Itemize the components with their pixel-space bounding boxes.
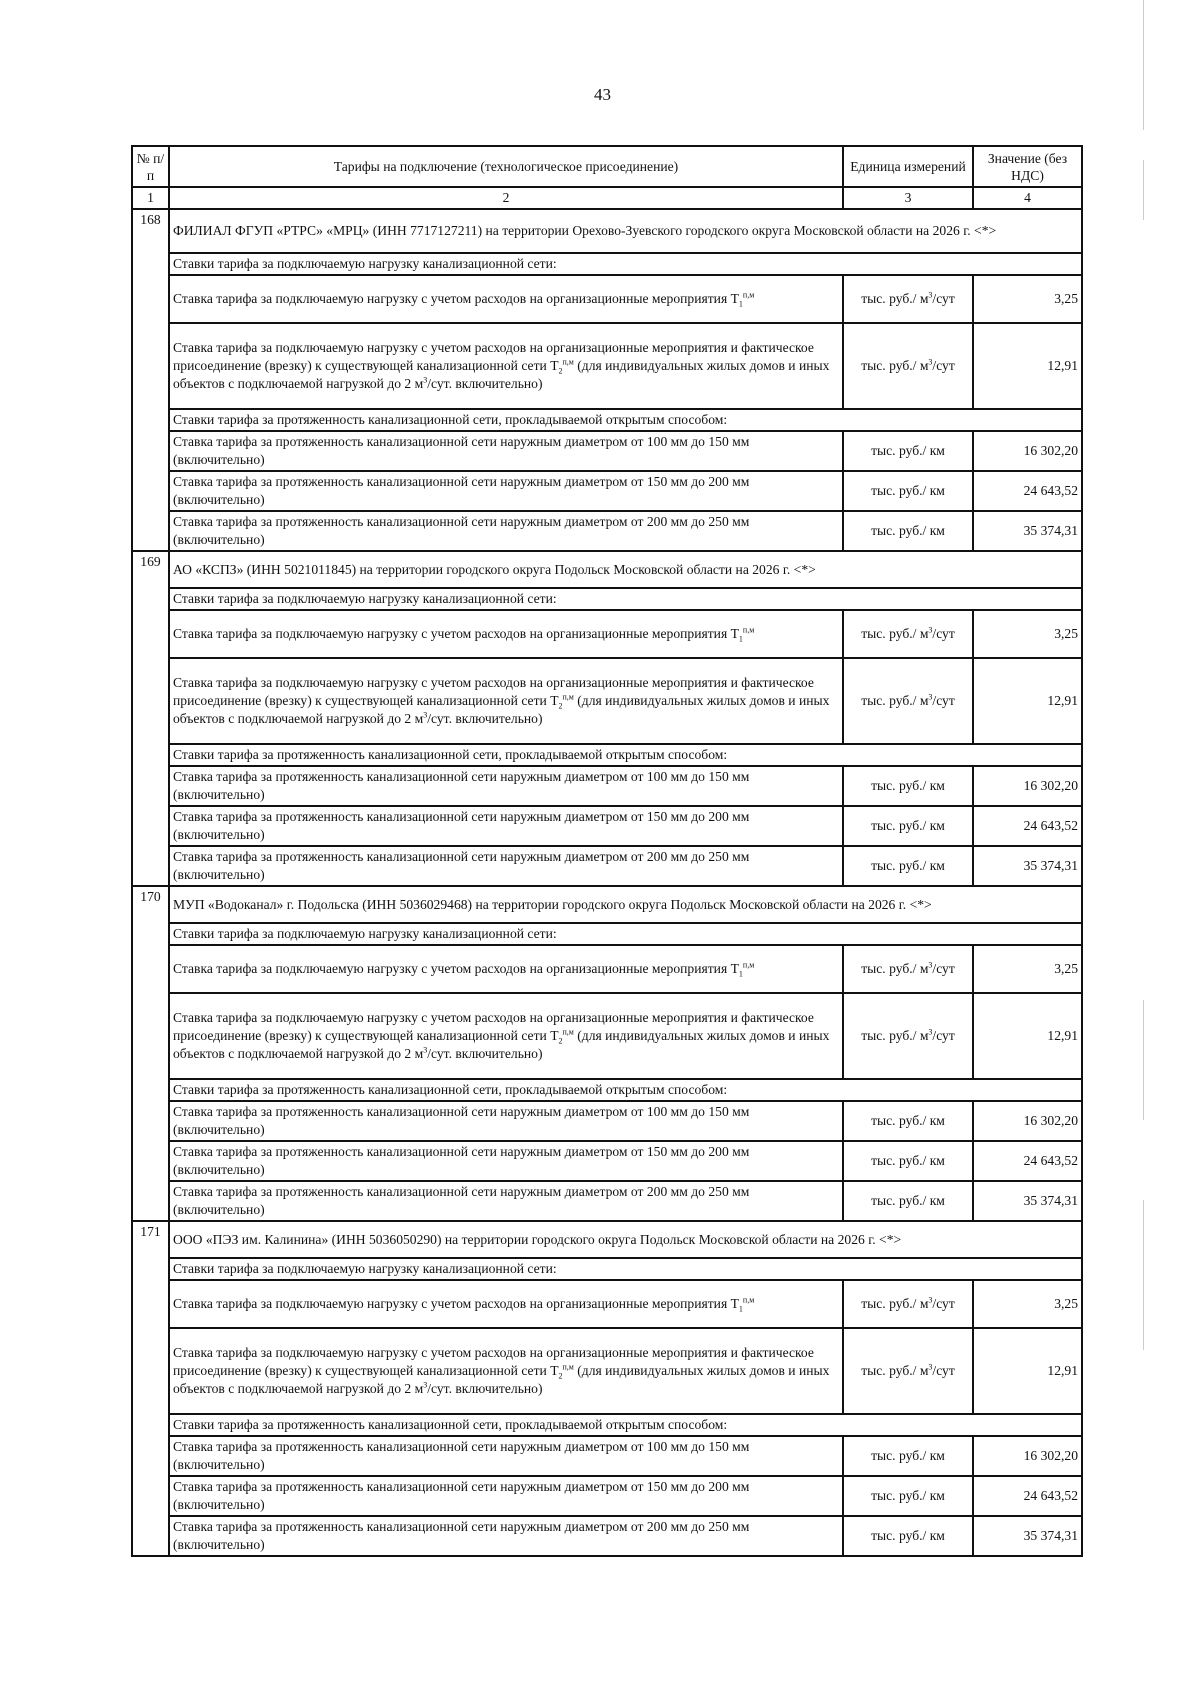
unit-m3-day: тыс. руб./ $м^3$/сут — [843, 1328, 973, 1414]
section-length-heading: Ставки тарифа за протяженность канализационной сети, прокладываемой открытым способом: — [169, 1414, 1082, 1436]
unit-km: тыс. руб./ км — [843, 431, 973, 471]
rate-t1-label: Ставка тарифа за подключаемую нагрузку с учетом расходов на организационные мероприятия $T_1^{п,м}$ — [169, 1280, 843, 1328]
unit-km: тыс. руб./ км — [843, 806, 973, 846]
rate-d100-label: Ставка тарифа за протяженность канализационной сети наружным диаметром от 100 мм до 150 мм (включительно) — [169, 431, 843, 471]
rate-d200-label: Ставка тарифа за протяженность канализационной сети наружным диаметром от 200 мм до 250 мм (включительно) — [169, 1181, 843, 1221]
org-title: АО «КСПЗ» (ИНН 5021011845) на территории городского округа Подольск Московской области на 2026 г. <*> — [169, 551, 1082, 588]
rate-d100-label: Ставка тарифа за протяженность канализационной сети наружным диаметром от 100 мм до 150 мм (включительно) — [169, 766, 843, 806]
org-number: 170 — [132, 886, 169, 1221]
org-number: 171 — [132, 1221, 169, 1556]
unit-m3-day: тыс. руб./ $м^3$/сут — [843, 658, 973, 744]
rate-t2-value: 12,91 — [973, 993, 1082, 1079]
rate-d150-value: 24 643,52 — [973, 471, 1082, 511]
rate-d200-label: Ставка тарифа за протяженность канализационной сети наружным диаметром от 200 мм до 250 мм (включительно) — [169, 846, 843, 886]
scan-mark — [1143, 1000, 1144, 1120]
rate-d150-value: 24 643,52 — [973, 1476, 1082, 1516]
unit-m3-day: тыс. руб./ $м^3$/сут — [843, 275, 973, 323]
rate-d200-label: Ставка тарифа за протяженность канализационной сети наружным диаметром от 200 мм до 250 мм (включительно) — [169, 511, 843, 551]
col-index: 3 — [843, 187, 973, 209]
section-load-heading: Ставки тарифа за подключаемую нагрузку канализационной сети: — [169, 923, 1082, 945]
unit-km: тыс. руб./ км — [843, 471, 973, 511]
section-length-heading: Ставки тарифа за протяженность канализационной сети, прокладываемой открытым способом: — [169, 744, 1082, 766]
rate-t2-label: Ставка тарифа за подключаемую нагрузку с учетом расходов на организационные мероприятия и фактическое присоединение (врезку) к существующей канализационной сети $T_2^{п,м}$ (для индивидуальных жилых домов и иных объектов с подключаемой нагрузкой до 2 $м^3$/сут. включительно) — [169, 658, 843, 744]
org-number: 169 — [132, 551, 169, 886]
header-name: Тарифы на подключение (технологическое присоединение) — [169, 146, 843, 187]
unit-km: тыс. руб./ км — [843, 1476, 973, 1516]
rate-d100-value: 16 302,20 — [973, 1101, 1082, 1141]
unit-m3-day: тыс. руб./ $м^3$/сут — [843, 323, 973, 409]
page-number: 43 — [594, 85, 611, 104]
table-header-row — [132, 146, 1082, 187]
rate-t1-label: Ставка тарифа за подключаемую нагрузку с учетом расходов на организационные мероприятия $T_1^{п,м}$ — [169, 610, 843, 658]
header-unit: Единица измерений — [843, 146, 973, 187]
scan-mark — [1143, 1200, 1144, 1350]
rate-d200-value: 35 374,31 — [973, 1181, 1082, 1221]
rate-d150-value: 24 643,52 — [973, 1141, 1082, 1181]
rate-d150-label: Ставка тарифа за протяженность канализационной сети наружным диаметром от 150 мм до 200 мм (включительно) — [169, 806, 843, 846]
tariff-table — [131, 145, 1083, 1557]
header-value: Значение (без НДС) — [973, 146, 1082, 187]
unit-km: тыс. руб./ км — [843, 1101, 973, 1141]
rate-t2-label: Ставка тарифа за подключаемую нагрузку с учетом расходов на организационные мероприятия и фактическое присоединение (врезку) к существующей канализационной сети $T_2^{п,м}$ (для индивидуальных жилых домов и иных объектов с подключаемой нагрузкой до 2 $м^3$/сут. включительно) — [169, 993, 843, 1079]
unit-m3-day: тыс. руб./ $м^3$/сут — [843, 610, 973, 658]
unit-km: тыс. руб./ км — [843, 766, 973, 806]
scan-mark — [1143, 160, 1144, 220]
rate-t1-label: Ставка тарифа за подключаемую нагрузку с учетом расходов на организационные мероприятия $T_1^{п,м}$ — [169, 945, 843, 993]
unit-m3-day: тыс. руб./ $м^3$/сут — [843, 1280, 973, 1328]
rate-t2-label: Ставка тарифа за подключаемую нагрузку с учетом расходов на организационные мероприятия и фактическое присоединение (врезку) к существующей канализационной сети $T_2^{п,м}$ (для индивидуальных жилых домов и иных объектов с подключаемой нагрузкой до 2 $м^3$/сут. включительно) — [169, 1328, 843, 1414]
rate-d200-label: Ставка тарифа за протяженность канализационной сети наружным диаметром от 200 мм до 250 мм (включительно) — [169, 1516, 843, 1556]
column-index-row — [132, 187, 1082, 209]
rate-t1-label: Ставка тарифа за подключаемую нагрузку с учетом расходов на организационные мероприятия $T_1^{п,м}$ — [169, 275, 843, 323]
unit-km: тыс. руб./ км — [843, 1436, 973, 1476]
header-num: № п/п — [132, 146, 169, 187]
org-title: МУП «Водоканал» г. Подольска (ИНН 5036029468) на территории городского округа Подольск Московской области на 2026 г. <*> — [169, 886, 1082, 923]
unit-km: тыс. руб./ км — [843, 846, 973, 886]
rate-d150-value: 24 643,52 — [973, 806, 1082, 846]
rate-d100-value: 16 302,20 — [973, 431, 1082, 471]
rate-d100-label: Ставка тарифа за протяженность канализационной сети наружным диаметром от 100 мм до 150 мм (включительно) — [169, 1101, 843, 1141]
org-title: ООО «ПЭЗ им. Калинина» (ИНН 5036050290) на территории городского округа Подольск Московской области на 2026 г. <*> — [169, 1221, 1082, 1258]
rate-t1-value: 3,25 — [973, 945, 1082, 993]
rate-t1-value: 3,25 — [973, 275, 1082, 323]
col-index: 4 — [973, 187, 1082, 209]
rate-d100-value: 16 302,20 — [973, 1436, 1082, 1476]
rate-d200-value: 35 374,31 — [973, 846, 1082, 886]
unit-m3-day: тыс. руб./ $м^3$/сут — [843, 993, 973, 1079]
rate-d200-value: 35 374,31 — [973, 511, 1082, 551]
rate-d150-label: Ставка тарифа за протяженность канализационной сети наружным диаметром от 150 мм до 200 мм (включительно) — [169, 1476, 843, 1516]
rate-d100-value: 16 302,20 — [973, 766, 1082, 806]
col-index: 2 — [169, 187, 843, 209]
rate-t2-value: 12,91 — [973, 1328, 1082, 1414]
rate-t2-label: Ставка тарифа за подключаемую нагрузку с учетом расходов на организационные мероприятия и фактическое присоединение (врезку) к существующей канализационной сети $T_2^{п,м}$ (для индивидуальных жилых домов и иных объектов с подключаемой нагрузкой до 2 $м^3$/сут. включительно) — [169, 323, 843, 409]
col-index: 1 — [132, 187, 169, 209]
rate-t1-value: 3,25 — [973, 1280, 1082, 1328]
section-load-heading: Ставки тарифа за подключаемую нагрузку канализационной сети: — [169, 1258, 1082, 1280]
rate-d150-label: Ставка тарифа за протяженность канализационной сети наружным диаметром от 150 мм до 200 мм (включительно) — [169, 1141, 843, 1181]
org-number: 168 — [132, 209, 169, 551]
section-load-heading: Ставки тарифа за подключаемую нагрузку канализационной сети: — [169, 253, 1082, 275]
rate-t2-value: 12,91 — [973, 323, 1082, 409]
unit-km: тыс. руб./ км — [843, 1181, 973, 1221]
rate-d200-value: 35 374,31 — [973, 1516, 1082, 1556]
rate-d100-label: Ставка тарифа за протяженность канализационной сети наружным диаметром от 100 мм до 150 мм (включительно) — [169, 1436, 843, 1476]
unit-km: тыс. руб./ км — [843, 511, 973, 551]
section-load-heading: Ставки тарифа за подключаемую нагрузку канализационной сети: — [169, 588, 1082, 610]
rate-t1-value: 3,25 — [973, 610, 1082, 658]
org-title: ФИЛИАЛ ФГУП «РТРС» «МРЦ» (ИНН 7717127211) на территории Орехово-Зуевского городского округа Московской области на 2026 г. <*> — [169, 209, 1082, 253]
unit-km: тыс. руб./ км — [843, 1141, 973, 1181]
section-length-heading: Ставки тарифа за протяженность канализационной сети, прокладываемой открытым способом: — [169, 1079, 1082, 1101]
rate-t2-value: 12,91 — [973, 658, 1082, 744]
unit-m3-day: тыс. руб./ $м^3$/сут — [843, 945, 973, 993]
scan-mark — [1143, 0, 1144, 130]
unit-km: тыс. руб./ км — [843, 1516, 973, 1556]
section-length-heading: Ставки тарифа за протяженность канализационной сети, прокладываемой открытым способом: — [169, 409, 1082, 431]
rate-d150-label: Ставка тарифа за протяженность канализационной сети наружным диаметром от 150 мм до 200 мм (включительно) — [169, 471, 843, 511]
